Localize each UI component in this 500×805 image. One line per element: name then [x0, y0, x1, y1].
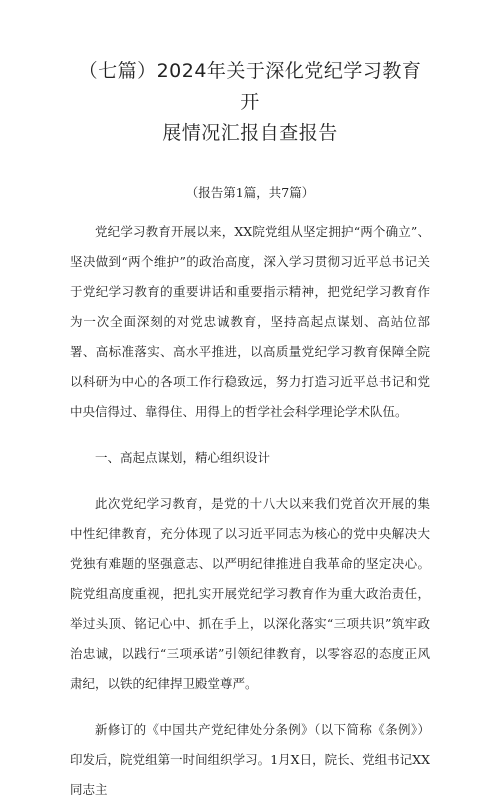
paragraph-regulation: 新修订的《中国共产党纪律处分条例》（以下简称《条例》）印发后，院党组第一时间组织学习。1月X日，院长、党组书记XX同志主: [70, 722, 430, 797]
section-heading-1: 一、高起点谋划，精心组织设计: [95, 450, 271, 465]
document-title: [70, 56, 430, 149]
title-line-2: 展情况汇报自查报告: [162, 122, 338, 144]
paragraph-section-1: 此次党纪学习教育，是党的十八大以来我们党首次开展的集中性纪律教育，充分体现了以习近平同志为核心的党中央解决大党独有难题的坚强意志、以严明纪律推进自我革命的坚定决心。院党组高度重视，把扎实开展党纪学习教育作为重大政治责任，举过头顶、铭记心中、抓在手上，以深化落实“三项共识”筑牢政治忠诚，以践行“三项承诺”引领纪律教育，以零容忍的态度正风肃纪，以铁的纪律捍卫殿堂尊严。: [70, 496, 430, 691]
document-subtitle: （报告第1篇，共7篇）: [185, 185, 315, 200]
title-line-1: （七篇）2024年关于深化党纪学习教育开: [78, 60, 422, 113]
paragraph-intro: 党纪学习教育开展以来，XX院党组从坚定拥护“两个确立”、坚决做到“两个维护”的政治高度，深入学习贯彻习近平总书记关于党纪学习教育的重要讲话和重要指示精神，把党纪学习教育作为一次全面深刻的对党忠诚教育，坚持高起点谋划、高站位部署、高标准落实、高水平推进，以高质量党纪学习教育保障全院以科研为中心的各项工作行稳致远，努力打造习近平总书记和党中央信得过、靠得住、用得上的哲学社会科学理论学术队伍。: [70, 224, 430, 419]
